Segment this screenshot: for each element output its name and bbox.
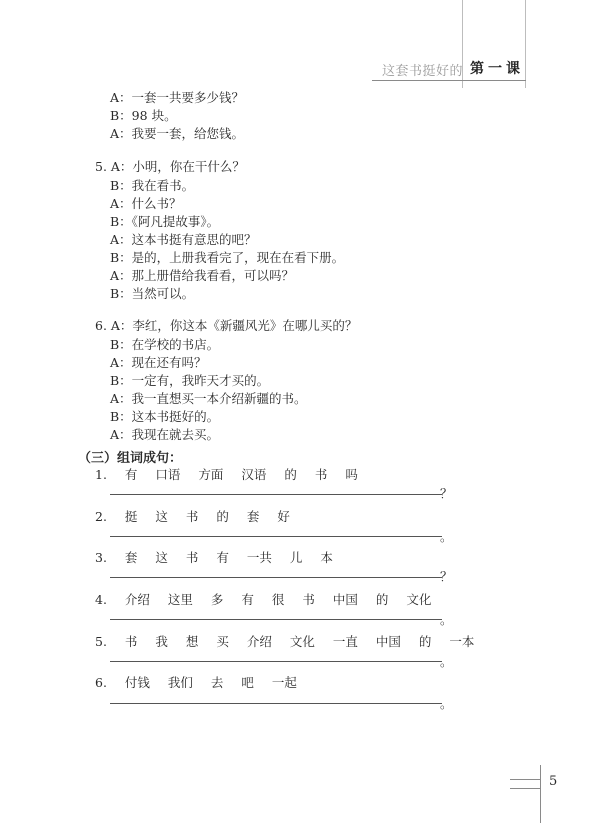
dialogue-line: A：我要一套，给您钱。 — [110, 126, 245, 141]
word-tile: 书 — [314, 467, 328, 482]
dialogue-line: A：这本书挺有意思的吧？ — [110, 232, 257, 247]
dialogue-line: A：现在还有吗？ — [110, 355, 207, 370]
word-tile: 这里 — [167, 592, 193, 607]
answer-field[interactable] — [110, 619, 442, 620]
dialogue-line: B：《阿凡提故事》。 — [110, 214, 220, 229]
word-tile: 付钱 — [124, 675, 150, 690]
word-tile: 有 — [216, 550, 229, 565]
question-number: 6. — [95, 675, 107, 690]
question-2-words — [95, 507, 304, 525]
word-tile: 我们 — [167, 675, 193, 690]
word-tile: 有 — [241, 592, 254, 607]
word-tile: 中国 — [375, 634, 401, 649]
word-tile: 本 — [320, 550, 333, 565]
question-number: 3. — [95, 550, 107, 565]
word-tile: 我 — [155, 634, 168, 649]
dialogue-line: A：什么书？ — [110, 196, 182, 211]
dialogue-line: B：98 块。 — [110, 108, 177, 123]
word-tile: 书 — [185, 550, 199, 565]
word-tile: 文化 — [289, 634, 315, 649]
question-number: 2. — [95, 509, 107, 524]
word-tile: 中国 — [332, 592, 358, 607]
header-rule-vertical — [525, 0, 526, 88]
word-tile: 套 — [124, 550, 138, 565]
question-1-words — [95, 465, 372, 483]
end-punctuation: ？ — [440, 486, 453, 501]
end-punctuation: 。 — [440, 612, 453, 627]
dialogue-line: A：那上册借给我看看，可以吗？ — [110, 268, 295, 283]
word-tile: 口语 — [155, 467, 181, 482]
word-tile: 挺 — [124, 509, 138, 524]
word-tile: 介绍 — [124, 592, 150, 607]
word-tile: 套 — [246, 509, 260, 524]
question-4-words — [95, 590, 445, 608]
answer-field[interactable] — [110, 577, 442, 578]
word-tile: 一直 — [332, 634, 358, 649]
word-tile: 一共 — [246, 550, 272, 565]
footer-rule-vertical — [540, 765, 541, 823]
footer-rule-horizontal — [510, 788, 540, 789]
word-tile: 书 — [302, 592, 315, 607]
word-tile: 的 — [375, 592, 389, 607]
lesson-title: 这套书挺好的 — [382, 64, 464, 79]
word-tile: 吗 — [345, 467, 358, 482]
exercise-title: （三）组词成句： — [78, 451, 183, 466]
footer-rule-horizontal — [510, 779, 540, 780]
word-tile: 买 — [216, 634, 229, 649]
answer-field[interactable] — [110, 661, 442, 662]
end-punctuation: 。 — [440, 654, 453, 669]
word-tile: 一起 — [271, 675, 297, 690]
word-tile: 很 — [271, 592, 285, 607]
end-punctuation: 。 — [440, 529, 453, 544]
word-tile: 书 — [185, 509, 199, 524]
word-tile: 好 — [277, 509, 290, 524]
question-3-words — [95, 548, 347, 566]
lesson-number: 第一课 — [470, 61, 524, 77]
dialogue-line: B：这本书挺好的。 — [110, 409, 220, 424]
question-number: 5. — [95, 634, 107, 649]
end-punctuation: ？ — [440, 569, 453, 584]
question-number: 4. — [95, 592, 107, 607]
word-tile: 有 — [124, 467, 138, 482]
word-tile: 汉语 — [241, 467, 267, 482]
word-tile: 的 — [418, 634, 432, 649]
question-number: 1. — [95, 467, 107, 482]
end-punctuation: 。 — [440, 696, 453, 711]
word-tile: 去 — [210, 675, 224, 690]
word-tile: 文化 — [406, 592, 432, 607]
word-tile: 这 — [155, 550, 168, 565]
dialogue-line: A：我现在就去买。 — [110, 427, 220, 442]
word-tile: 的 — [216, 509, 229, 524]
dialogue-line: B：当然可以。 — [110, 286, 195, 301]
word-tile: 介绍 — [246, 634, 272, 649]
question-6-words — [95, 673, 311, 691]
word-tile: 吧 — [241, 675, 254, 690]
question-5-words — [95, 632, 488, 650]
answer-field[interactable] — [110, 494, 442, 495]
dialogue-line: B：一定有，我昨天才买的。 — [110, 373, 270, 388]
dialogue-line: A：我一直想买一本介绍新疆的书。 — [110, 391, 307, 406]
word-tile: 儿 — [289, 550, 303, 565]
word-tile: 书 — [124, 634, 138, 649]
dialogue-line: 5. A：小明，你在干什么？ — [95, 159, 245, 174]
answer-field[interactable] — [110, 703, 442, 704]
answer-field[interactable] — [110, 536, 442, 537]
page-number: 5 — [549, 774, 558, 789]
dialogue-line: A：一套一共要多少钱？ — [110, 90, 245, 105]
word-tile: 方面 — [198, 467, 224, 482]
word-tile: 这 — [155, 509, 168, 524]
dialogue-line: B：是的，上册我看完了，现在在看下册。 — [110, 250, 345, 265]
word-tile: 一本 — [449, 634, 475, 649]
word-tile: 的 — [284, 467, 297, 482]
word-tile: 多 — [210, 592, 224, 607]
dialogue-line: B：在学校的书店。 — [110, 337, 220, 352]
dialogue-line: B：我在看书。 — [110, 178, 195, 193]
word-tile: 想 — [185, 634, 199, 649]
header-rule-horizontal — [372, 80, 526, 81]
dialogue-line: 6. A：李红，你这本《新疆风光》在哪儿买的？ — [95, 318, 358, 333]
